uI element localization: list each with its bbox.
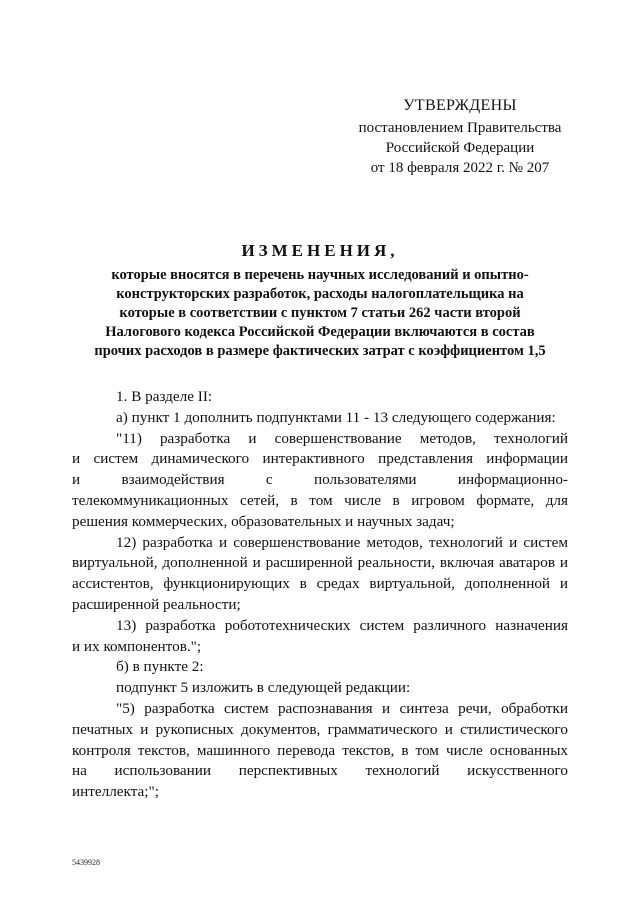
approval-line-3: от 18 февраля 2022 г. № 207 — [370, 160, 550, 176]
text-line: виртуальной, дополненной и расширенной реальности, включая аватаров и — [72, 554, 568, 572]
text-line: ассистентов, функционирующих в средах виртуальной, дополненной и — [72, 575, 568, 593]
text-line: 12) разработка и совершенствование методов, технологий и систем — [116, 533, 568, 551]
approval-line-2: Российской Федерации — [385, 140, 535, 156]
subtitle-line: прочих расходов в размере фактических затрат с коэффициентом 1,5 — [94, 343, 546, 359]
text-line: печатных и рукописных документов, грамматического и стилистического — [72, 720, 568, 738]
document-code: 5439928 — [72, 858, 100, 867]
subtitle-line: конструкторских разработок, расходы налогоплательщика на — [116, 286, 524, 302]
document-body — [72, 387, 568, 803]
subtitle-line: которые в соответствии с пунктом 7 статьи 262 части второй — [119, 305, 521, 321]
subitem-11-paragraph — [72, 429, 568, 533]
subitem-5-paragraph — [72, 699, 568, 803]
text-line: и систем динамического интерактивного представления информации — [72, 450, 568, 468]
document-title: ИЗМЕНЕНИЯ, — [241, 241, 399, 260]
text-line: контроля текстов, машинного перевода текстов, в том числе основанных — [72, 741, 568, 759]
item-a-paragraph: а) пункт 1 дополнить подпунктами 11 - 13 следующего содержания: — [116, 408, 556, 426]
subtitle-line: которые вносятся в перечень научных исследований и опытно- — [111, 267, 529, 283]
text-line: на использовании перспективных технологий искусственного — [72, 762, 568, 780]
subitem-12-paragraph — [72, 533, 568, 616]
text-line: "11) разработка и совершенствование методов, технологий — [116, 429, 568, 447]
text-line: и взаимодействия с пользователями информационно- — [72, 471, 568, 489]
approval-stamp — [330, 96, 590, 178]
subtitle-line: Налогового кодекса Российской Федерации включаются в состав — [105, 324, 535, 340]
text-line: интеллекта;"; — [72, 783, 159, 801]
section-paragraph: 1. В разделе II: — [116, 388, 213, 405]
approval-title: УТВЕРЖДЕНЫ — [403, 97, 517, 114]
text-line: 13) разработка робототехнических систем различного назначения — [116, 616, 568, 634]
subitem-13-paragraph — [72, 616, 568, 658]
document-subtitle — [70, 266, 570, 361]
text-line: "5) разработка систем распознавания и синтеза речи, обработки — [116, 699, 568, 717]
text-line: и их компонентов."; — [72, 637, 202, 655]
approval-line-1: постановлением Правительства — [358, 120, 562, 136]
text-line: расширенной реальности; — [72, 595, 241, 613]
text-line: решения коммерческих, образовательных и научных задач; — [72, 512, 455, 530]
text-line: телекоммуникационных сетей, в том числе в игровом формате, для — [72, 491, 568, 509]
item-b-paragraph: б) в пункте 2: — [116, 658, 204, 676]
item-b-instruction: подпункт 5 изложить в следующей редакции: — [116, 679, 411, 697]
